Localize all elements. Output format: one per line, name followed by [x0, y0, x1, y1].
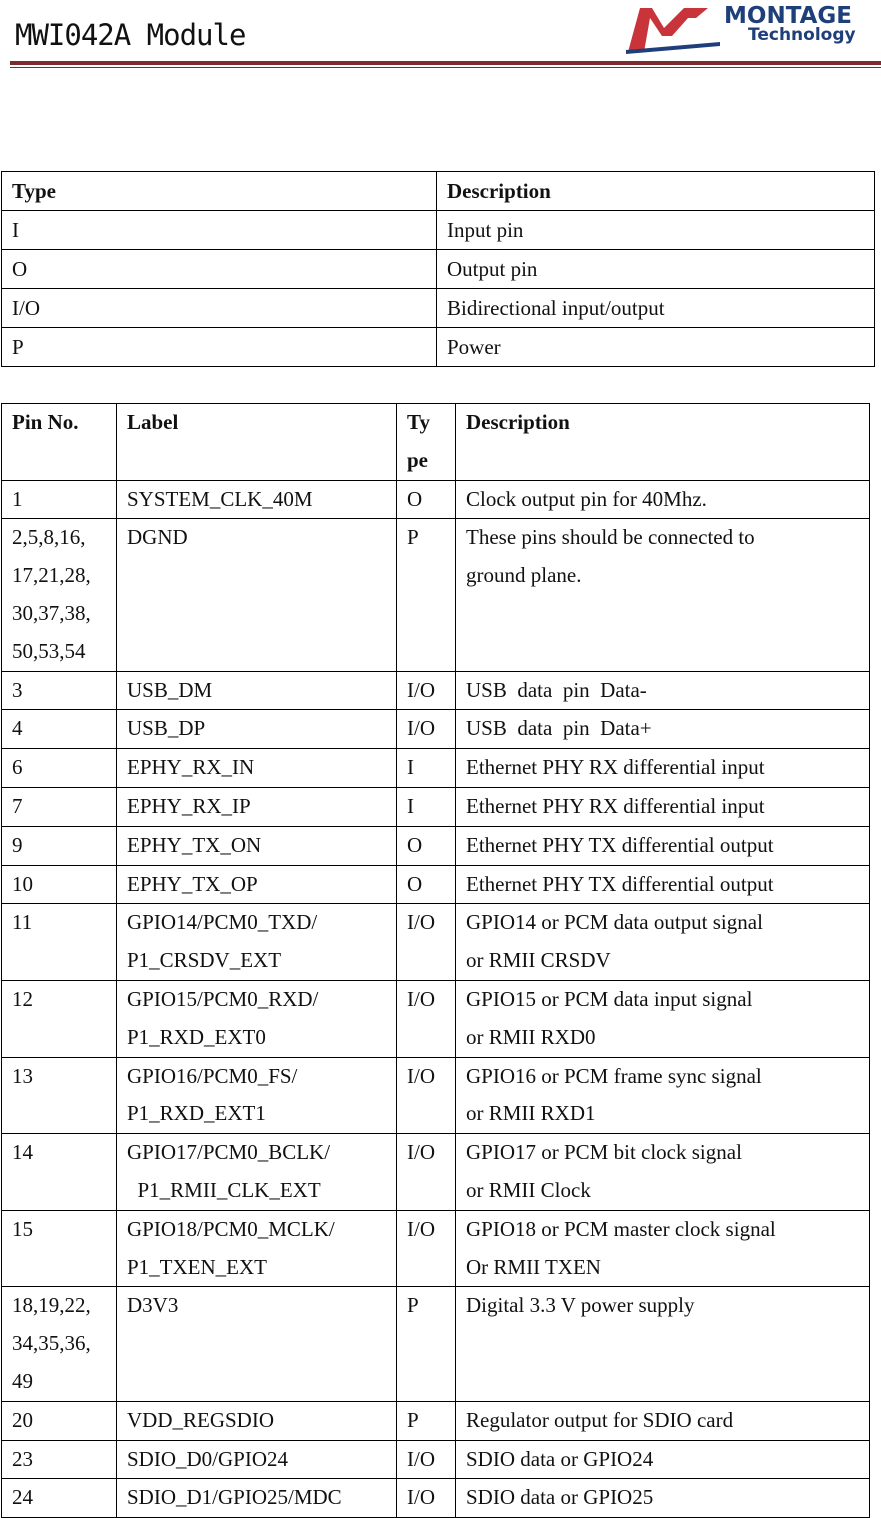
cell-type: O [397, 826, 456, 865]
table-row [2, 865, 870, 904]
pin-type-legend-table [1, 171, 875, 367]
cell-description: Ethernet PHY TX differential output [456, 865, 870, 904]
table-row [2, 250, 875, 289]
cell-label: EPHY_RX_IN [117, 749, 397, 788]
cell-pin-no: 1 [2, 480, 117, 519]
cell-pin-no: 24 [2, 1479, 117, 1518]
table-row [2, 671, 870, 710]
cell-description: SDIO data or GPIO24 [456, 1440, 870, 1479]
cell-type: I [397, 749, 456, 788]
table-row [2, 519, 870, 671]
cell-type: I [2, 211, 437, 250]
cell-type: I/O [2, 289, 437, 328]
cell-label: DGND [117, 519, 397, 671]
cell-type: I/O [397, 1210, 456, 1287]
cell-pin-no: 4 [2, 710, 117, 749]
cell-pin-no: 18,19,22, 34,35,36, 49 [2, 1287, 117, 1401]
cell-description: Power [437, 328, 875, 367]
cell-pin-no: 14 [2, 1134, 117, 1211]
cell-type: I/O [397, 1057, 456, 1134]
cell-type: P [397, 1401, 456, 1440]
cell-type: I/O [397, 671, 456, 710]
cell-label: EPHY_TX_OP [117, 865, 397, 904]
table-row [2, 211, 875, 250]
table-row [2, 480, 870, 519]
logo-name: MONTAGE [724, 3, 852, 29]
cell-description: USB data pin Data+ [456, 710, 870, 749]
cell-type: I/O [397, 980, 456, 1057]
cell-description: GPIO18 or PCM master clock signal Or RMII TXEN [456, 1210, 870, 1287]
header-rule-thin [10, 67, 881, 68]
cell-label: VDD_REGSDIO [117, 1401, 397, 1440]
cell-label: D3V3 [117, 1287, 397, 1401]
table-row [2, 749, 870, 788]
cell-description: Ethernet PHY TX differential output [456, 826, 870, 865]
table-row [2, 1134, 870, 1211]
column-header-type: Ty pe [397, 404, 456, 481]
cell-description: GPIO14 or PCM data output signal or RMII CRSDV [456, 904, 870, 981]
cell-pin-no: 23 [2, 1440, 117, 1479]
cell-label: GPIO18/PCM0_MCLK/ P1_TXEN_EXT [117, 1210, 397, 1287]
cell-description: Bidirectional input/output [437, 289, 875, 328]
logo-mark-icon [624, 2, 724, 54]
cell-description: GPIO17 or PCM bit clock signal or RMII Clock [456, 1134, 870, 1211]
cell-description: These pins should be connected to ground plane. [456, 519, 870, 671]
cell-pin-no: 13 [2, 1057, 117, 1134]
page-header [0, 0, 881, 72]
table-row [2, 1440, 870, 1479]
cell-description: Clock output pin for 40Mhz. [456, 480, 870, 519]
cell-type: O [2, 250, 437, 289]
table-row [2, 1479, 870, 1518]
cell-label: EPHY_TX_ON [117, 826, 397, 865]
logo-subtitle: Technology [748, 25, 856, 45]
pin-description-table [1, 403, 870, 1518]
cell-type: I/O [397, 904, 456, 981]
cell-description: Regulator output for SDIO card [456, 1401, 870, 1440]
cell-label: GPIO16/PCM0_FS/ P1_RXD_EXT1 [117, 1057, 397, 1134]
cell-label: USB_DP [117, 710, 397, 749]
table-row [2, 1401, 870, 1440]
cell-label: SDIO_D0/GPIO24 [117, 1440, 397, 1479]
cell-description: Ethernet PHY RX differential input [456, 749, 870, 788]
company-logo [624, 2, 880, 54]
cell-label: SDIO_D1/GPIO25/MDC [117, 1479, 397, 1518]
cell-type: P [397, 519, 456, 671]
table-header-row [2, 404, 870, 481]
table-row [2, 710, 870, 749]
cell-pin-no: 20 [2, 1401, 117, 1440]
cell-label: GPIO15/PCM0_RXD/ P1_RXD_EXT0 [117, 980, 397, 1057]
cell-type: O [397, 480, 456, 519]
cell-type: P [2, 328, 437, 367]
table-row [2, 904, 870, 981]
cell-pin-no: 3 [2, 671, 117, 710]
table-row [2, 328, 875, 367]
cell-pin-no: 12 [2, 980, 117, 1057]
cell-pin-no: 6 [2, 749, 117, 788]
cell-pin-no: 2,5,8,16, 17,21,28, 30,37,38, 50,53,54 [2, 519, 117, 671]
table-row [2, 980, 870, 1057]
column-header-pin-no: Pin No. [2, 404, 117, 481]
cell-type: I [397, 787, 456, 826]
cell-type: I/O [397, 1134, 456, 1211]
cell-pin-no: 7 [2, 787, 117, 826]
cell-type: I/O [397, 1440, 456, 1479]
cell-description: SDIO data or GPIO25 [456, 1479, 870, 1518]
cell-description: USB data pin Data- [456, 671, 870, 710]
table-row [2, 1210, 870, 1287]
cell-label: USB_DM [117, 671, 397, 710]
document-title: MWI042A Module [15, 18, 246, 52]
cell-pin-no: 15 [2, 1210, 117, 1287]
cell-type: I/O [397, 710, 456, 749]
table-row [2, 1287, 870, 1401]
cell-type: I/O [397, 1479, 456, 1518]
table-header-row [2, 172, 875, 211]
cell-type: P [397, 1287, 456, 1401]
column-header-type: Type [2, 172, 437, 211]
column-header-description: Description [437, 172, 875, 211]
cell-label: GPIO17/PCM0_BCLK/ P1_RMII_CLK_EXT [117, 1134, 397, 1211]
cell-pin-no: 11 [2, 904, 117, 981]
cell-description: Digital 3.3 V power supply [456, 1287, 870, 1401]
column-header-label: Label [117, 404, 397, 481]
cell-description: GPIO15 or PCM data input signal or RMII RXD0 [456, 980, 870, 1057]
cell-label: SYSTEM_CLK_40M [117, 480, 397, 519]
table-row [2, 787, 870, 826]
table-row [2, 826, 870, 865]
cell-description: Ethernet PHY RX differential input [456, 787, 870, 826]
cell-pin-no: 10 [2, 865, 117, 904]
cell-label: GPIO14/PCM0_TXD/ P1_CRSDV_EXT [117, 904, 397, 981]
cell-label: EPHY_RX_IP [117, 787, 397, 826]
cell-type: O [397, 865, 456, 904]
cell-description: Input pin [437, 211, 875, 250]
cell-description: Output pin [437, 250, 875, 289]
cell-description: GPIO16 or PCM frame sync signal or RMII RXD1 [456, 1057, 870, 1134]
column-header-description: Description [456, 404, 870, 481]
header-rule-thick [10, 61, 881, 65]
cell-pin-no: 9 [2, 826, 117, 865]
table-row [2, 1057, 870, 1134]
table-row [2, 289, 875, 328]
